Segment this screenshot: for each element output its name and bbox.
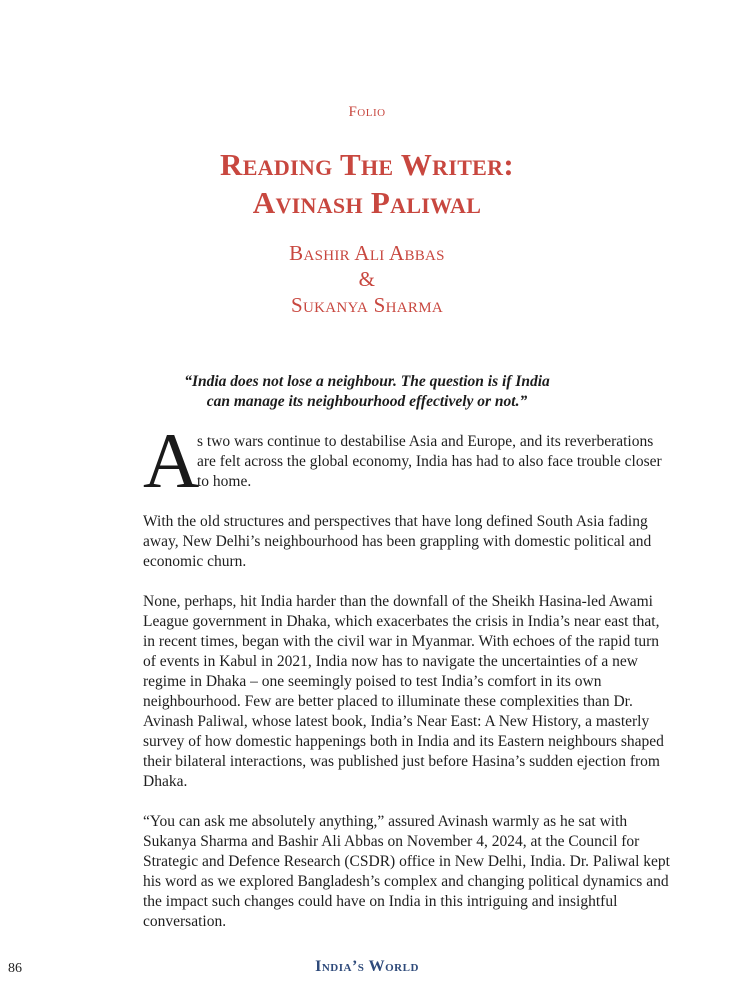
paragraph-1-text: s two wars continue to destabilise Asia and Europe, and its reverberations are felt across the global economy, India has had to also face trouble closer to home. xyxy=(197,433,662,490)
pull-quote xyxy=(100,372,634,412)
article-body xyxy=(143,417,673,952)
author-1: Bashir Ali Abbas xyxy=(289,241,445,265)
title-line-2: Avinash Paliwal xyxy=(252,185,482,220)
paragraph-2: With the old structures and perspectives that have long defined South Asia fading away, New Delhi’s neighbourhood has been grappling with domestic political and economic churn. xyxy=(143,513,652,570)
page-number: 86 xyxy=(8,961,22,976)
author-byline xyxy=(0,240,734,318)
pull-quote-line-2: can manage its neighbourhood effectively or not.” xyxy=(206,393,528,410)
pull-quote-line-1: “India does not lose a neighbour. The question is if India xyxy=(184,373,550,390)
title-line-1: Reading The Writer: xyxy=(220,147,514,182)
author-2: Sukanya Sharma xyxy=(291,293,443,317)
paragraph-1 xyxy=(143,417,673,504)
article-title xyxy=(0,146,734,222)
author-ampersand: & xyxy=(358,267,376,291)
magazine-name: India’s World xyxy=(315,958,419,975)
section-label: Folio xyxy=(348,104,386,120)
paragraph-3: None, perhaps, hit India harder than the downfall of the Sheikh Hasina-led Awami League government in Dhaka, which exacerbates the crisis in India’s near east that, in recent times, began with the civil war in Myanmar. With echoes of the rapid turn of events in Kabul in 2021, India now has to navigate the uncertainties of a new regime in Dhaka – one seemingly poised to test India’s comfort in its own neighbourhood. Few are better placed to illuminate these complexities than Dr. Avinash Paliwal, whose latest book, India’s Near East: A New History, a masterly survey of how domestic happenings both in India and its Eastern neighbours shaped their bilateral interactions, was published just before Hasina’s sudden ejection from Dhaka. xyxy=(143,593,664,790)
drop-cap: A xyxy=(143,417,200,504)
paragraph-4: “You can ask me absolutely anything,” assured Avinash warmly as he sat with Sukanya Sharma and Bashir Ali Abbas on November 4, 2024, at the Council for Strategic and Defence Research (CSDR) office in New Delhi, India. Dr. Paliwal kept his word as we explored Bangladesh’s complex and changing political dynamics and the impact such changes could have on India in this intriguing and insightful conversation. xyxy=(143,813,670,930)
